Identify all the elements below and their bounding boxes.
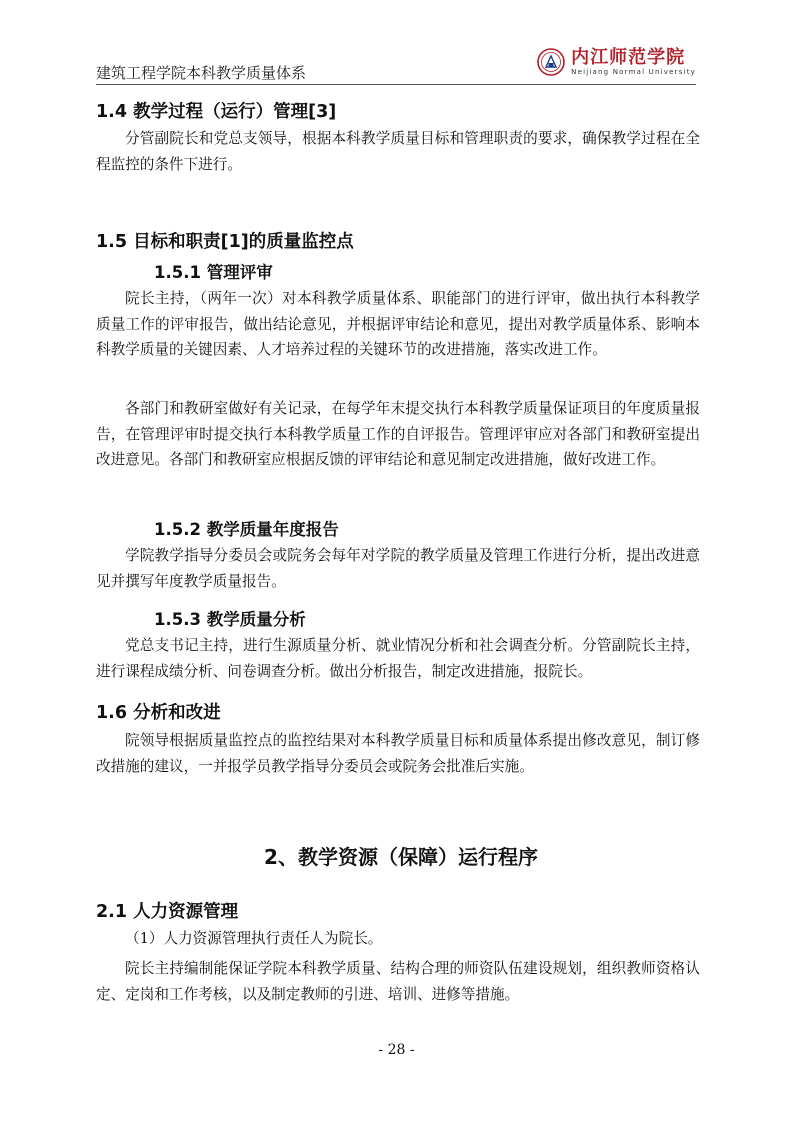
- logo-english-name: Neijiang Normal University: [571, 67, 696, 76]
- header-divider: [96, 84, 696, 85]
- section-1-5-2-heading: 1.5.2 教学质量年度报告: [154, 520, 339, 539]
- section-1-4-paragraph: 分管副院长和党总支领导，根据本科教学质量目标和管理职责的要求，确保教学过程在全程监控的条件下进行。: [96, 130, 700, 173]
- chapter-2-heading: 2、教学资源（保障）运行程序: [264, 845, 538, 869]
- section-1-4-heading: 1.4 教学过程（运行）管理[3]: [96, 102, 337, 122]
- university-seal-icon: [537, 48, 565, 76]
- header-title: 建筑工程学院本科教学质量体系: [96, 64, 307, 82]
- section-1-5-2-paragraph: 学院教学指导分委员会或院务会每年对学院的教学质量及管理工作进行分析，提出改进意见并撰写年度教学质量报告。: [96, 547, 700, 590]
- section-2-1-heading: 2.1 人力资源管理: [96, 902, 239, 922]
- section-1-5-3-heading: 1.5.3 教学质量分析: [154, 610, 306, 629]
- university-logo: [537, 44, 696, 80]
- logo-chinese-name: 内江师范学院: [571, 46, 686, 68]
- section-1-5-1-paragraph-1: 院长主持，（两年一次）对本科教学质量体系、职能部门的进行评审，做出执行本科教学质量工作的评审报告，做出结论意见，并根据评审结论和意见，提出对教学质量体系、影响本科教学质量的关键因素、人才培养过程的关键环节的改进措施，落实改进工作。: [96, 290, 700, 358]
- section-1-6-paragraph: 院领导根据质量监控点的监控结果对本科教学质量目标和质量体系提出修改意见，制订修改措施的建议，一并报学员教学指导分委员会或院务会批准后实施。: [96, 732, 700, 775]
- section-2-1-paragraph-1: （1）人力资源管理执行责任人为院长。: [125, 930, 383, 947]
- section-1-6-heading: 1.6 分析和改进: [96, 703, 221, 723]
- section-1-5-heading: 1.5 目标和职责[1]的质量监控点: [96, 232, 354, 252]
- page-header: [96, 40, 696, 84]
- section-1-5-1-heading: 1.5.1 管理评审: [154, 263, 273, 282]
- section-1-5-1-paragraph-2: 各部门和教研室做好有关记录，在每学年末提交执行本科教学质量保证项目的年度质量报告，在管理评审时提交执行本科教学质量工作的自评报告。管理评审应对各部门和教研室提出改进意见。各部门和教研室应根据反馈的评审结论和意见制定改进措施，做好改进工作。: [96, 400, 700, 468]
- section-1-5-3-paragraph: 党总支书记主持，进行生源质量分析、就业情况分析和社会调查分析。分管副院长主持，进行课程成绩分析、问卷调查分析。做出分析报告，制定改进措施，报院长。: [96, 637, 700, 680]
- section-2-1-paragraph-2: 院长主持编制能保证学院本科教学质量、结构合理的师资队伍建设规划，组织教师资格认定、定岗和工作考核，以及制定教师的引进、培训、进修等措施。: [96, 960, 700, 1003]
- page-number: - 28 -: [378, 1042, 415, 1058]
